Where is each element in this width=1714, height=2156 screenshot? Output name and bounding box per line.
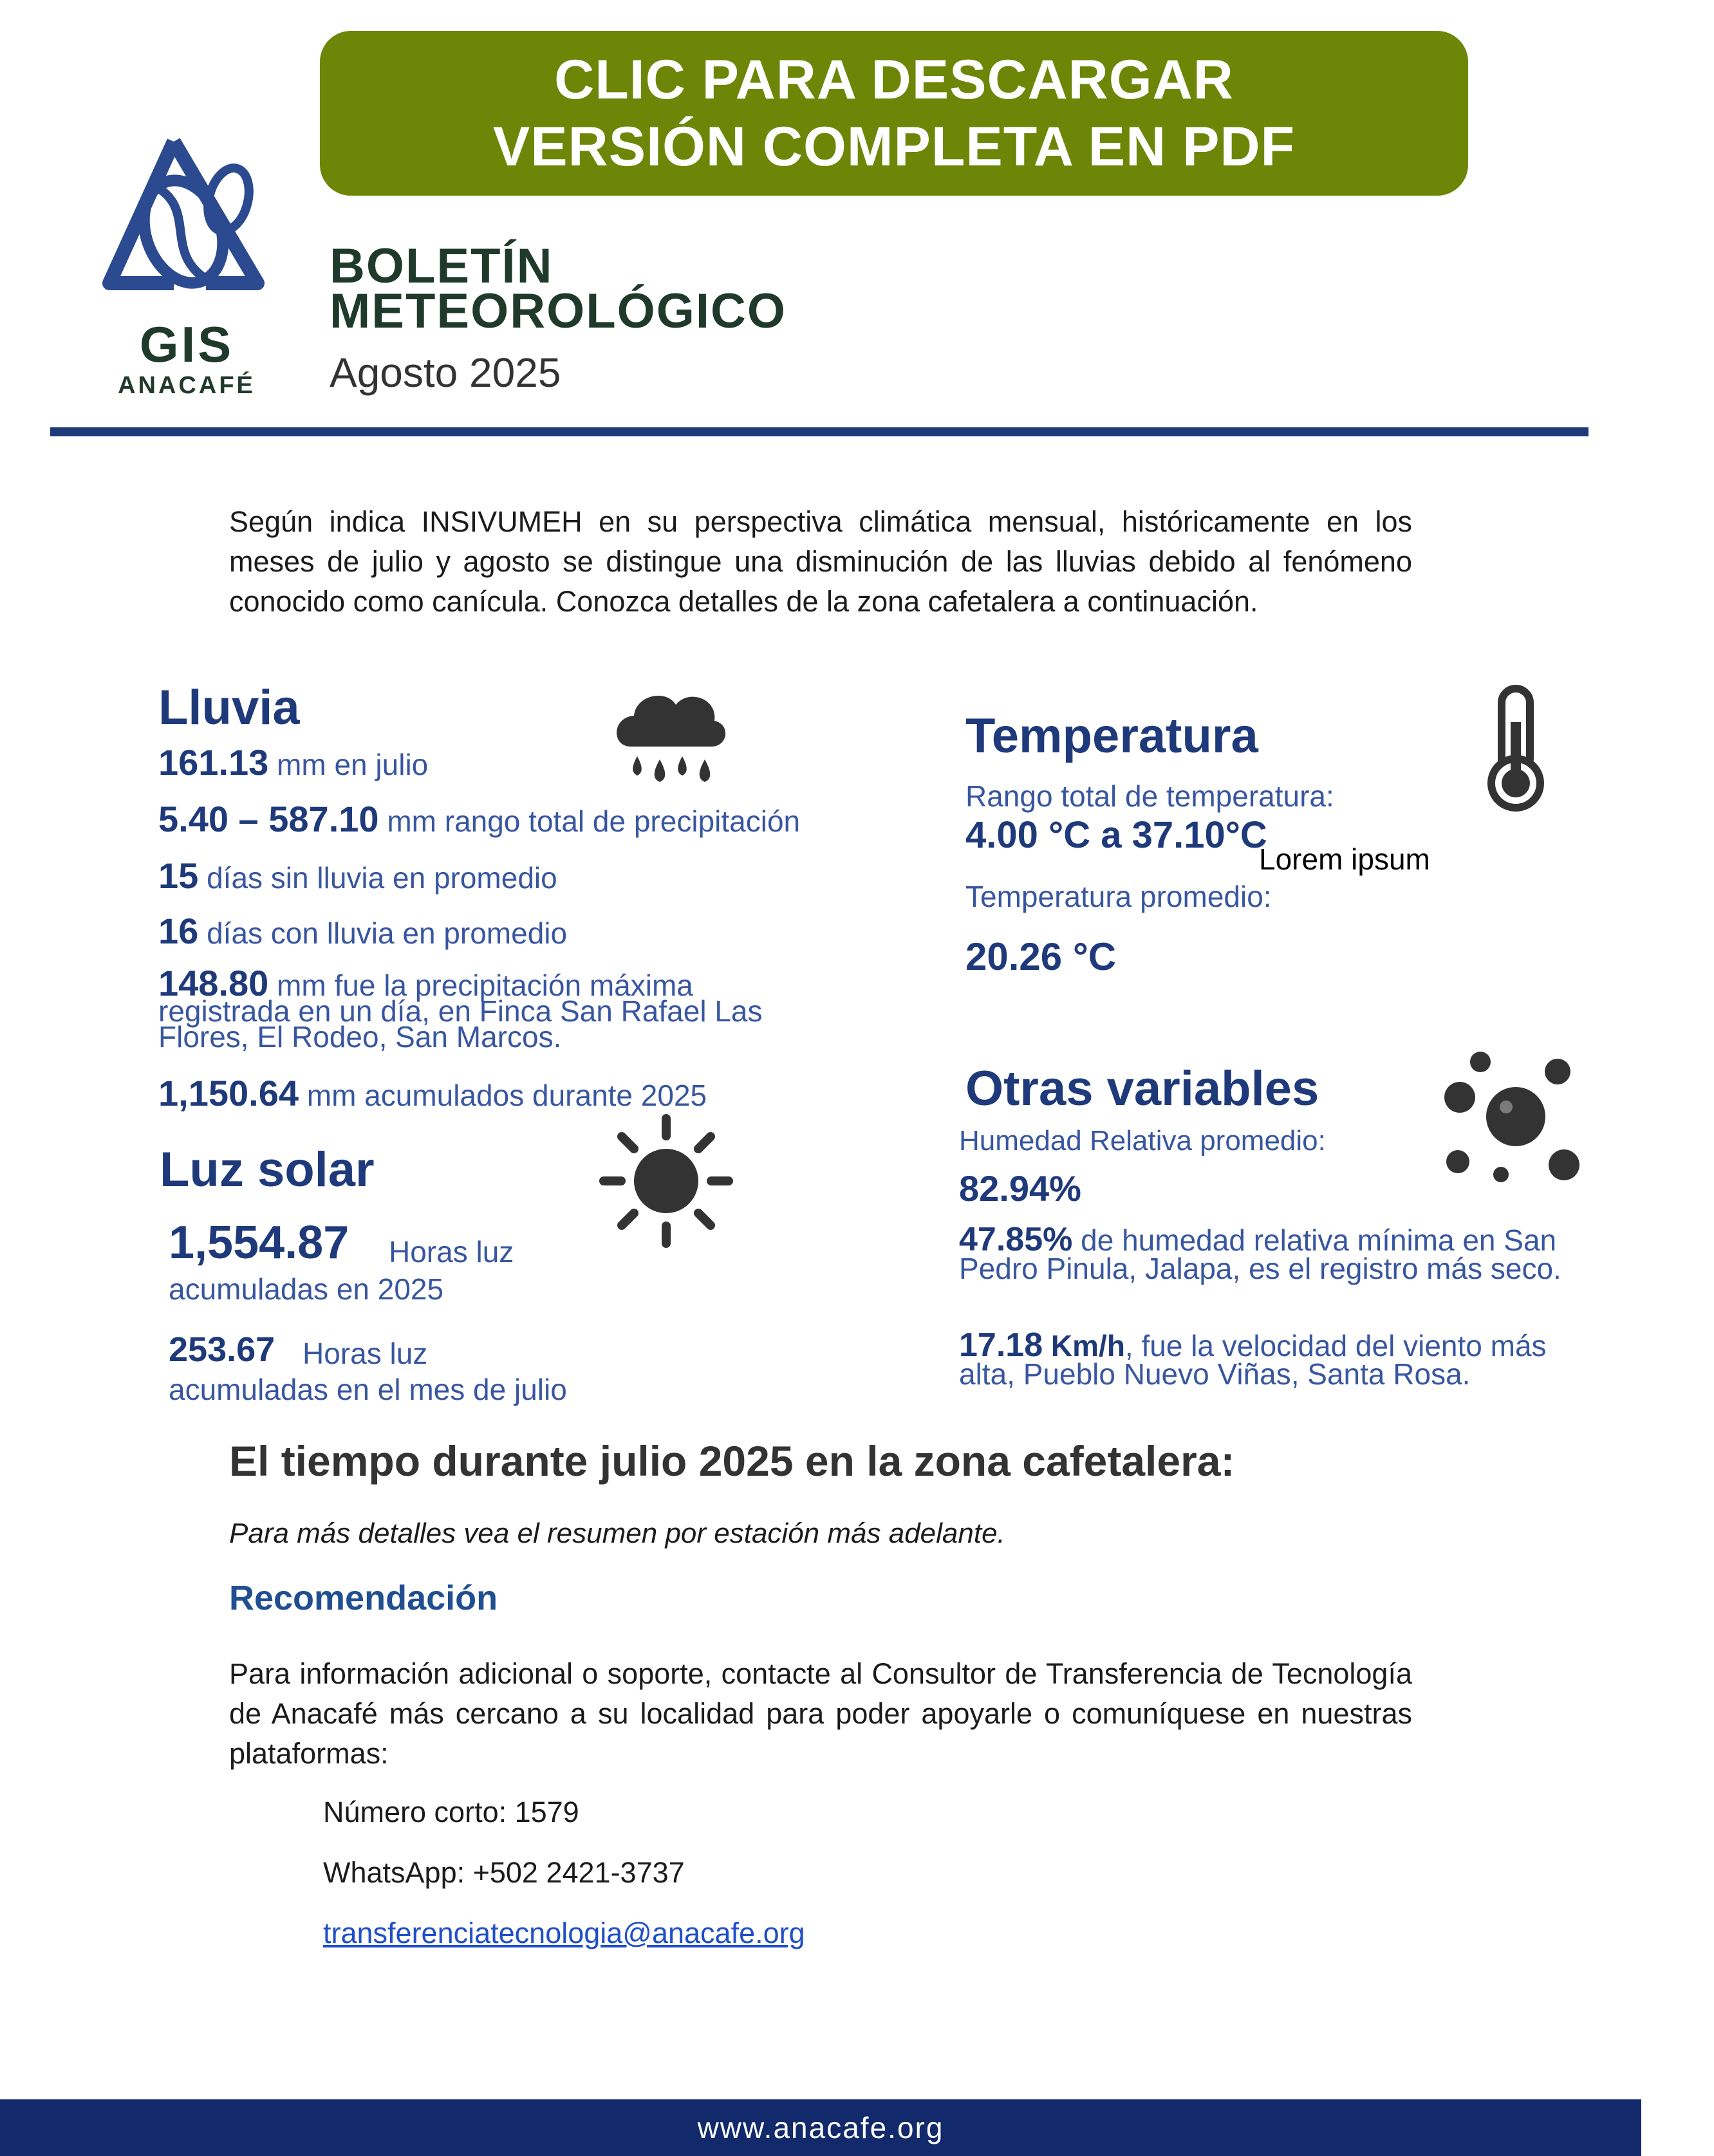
recommendation-body: Para información adicional o soporte, contacte al Consultor de Transferencia de Tecnología de Anacafé más cercano a su localidad para poder apoyarle o comuníquese en nuestras plataformas: — [229, 1657, 1412, 1770]
coffee-bean-triangle-logo-icon — [97, 129, 277, 309]
contact-whatsapp: WhatsApp: +502 2421-3737 — [323, 1856, 685, 1889]
bulletin-title-line-1: BOLETÍN — [330, 239, 554, 293]
thermometer-icon — [1480, 683, 1551, 812]
bulletin-title-line-2: METEOROLÓGICO — [330, 284, 787, 339]
lluvia-stat: 5.40 – 587.10 mm rango total de precipitación — [158, 799, 801, 839]
temperatura-avg-value: 20.26 °C — [965, 935, 1117, 978]
luz-solar-july-unit: Horas luz — [303, 1337, 428, 1370]
banner-line-1: CLIC PARA DESCARGAR — [554, 49, 1234, 111]
placeholder-text: Lorem ipsum — [1259, 842, 1430, 876]
gis-anacafe-logo — [97, 129, 277, 399]
bubbles-icon — [1442, 1043, 1583, 1191]
humedad-value: 82.94% — [959, 1168, 1081, 1209]
humedad-min-stat: 47.85% de humedad relativa mínima en San Pedro Pinula, Jalapa, es el registro más seco. — [959, 1221, 1561, 1285]
lluvia-heading: Lluvia — [158, 680, 300, 735]
footer-website-link[interactable]: www.anacafe.org — [697, 2111, 944, 2144]
lluvia-stat: 16 días con lluvia en promedio — [158, 911, 568, 951]
luz-solar-total-text: acumuladas en 2025 — [169, 1272, 444, 1306]
otras-variables-heading: Otras variables — [965, 1061, 1319, 1116]
luz-solar-heading: Luz solar — [160, 1142, 375, 1197]
temperatura-range-value: 4.00 °C a 37.10°C — [965, 814, 1267, 856]
lluvia-stat: 148.80 mm fue la precipitación máxima registrada en un día, en Finca San Rafael Las Flores, El Rodeo, San Marcos. — [158, 963, 763, 1054]
lluvia-stat: 1,150.64 mm acumulados durante 2025 — [158, 1073, 707, 1113]
temperatura-heading: Temperatura — [965, 709, 1258, 763]
banner-line-2: VERSIÓN COMPLETA EN PDF — [492, 116, 1296, 178]
recommendation-heading: Recomendación — [229, 1579, 498, 1617]
luz-solar-july-text: acumuladas en el mes de julio — [169, 1373, 567, 1406]
weather-summary-subtitle: Para más detalles vea el resumen por estación más adelante. — [229, 1518, 1005, 1549]
contact-email-link[interactable]: transferenciatecnologia@anacafe.org — [323, 1917, 805, 1949]
intro-paragraph: Según indica INSIVUMEH en su perspectiva climática mensual, históricamente en los meses de julio y agosto se distingue una disminución de las lluvias debido al fenómeno conocido como canícula. Conozca detalles de la zona cafetalera a continuación. — [229, 505, 1412, 618]
humedad-label: Humedad Relativa promedio: — [959, 1125, 1326, 1157]
weather-summary-heading: El tiempo durante julio 2025 en la zona cafetalera: — [229, 1437, 1235, 1485]
contact-short-number: Número corto: 1579 — [323, 1796, 579, 1828]
footer-bar — [0, 2099, 1641, 2156]
luz-solar-total-unit: Horas luz — [389, 1235, 514, 1269]
wind-stat: 17.18 Km/h, fue la velocidad del viento más alta, Pueblo Nuevo Viñas, Santa Rosa. — [959, 1326, 1547, 1391]
lluvia-stat: 161.13 mm en julio — [158, 742, 429, 783]
download-pdf-banner[interactable] — [320, 31, 1468, 196]
temperatura-avg-label: Temperatura promedio: — [965, 880, 1272, 913]
temperatura-range-label: Rango total de temperatura: — [965, 779, 1334, 813]
logo-anacafe-text: ANACAFÉ — [118, 372, 256, 399]
header-divider — [50, 427, 1588, 436]
luz-solar-july-value: 253.67 — [169, 1330, 275, 1369]
logo-gis-text: GIS — [139, 316, 234, 373]
lluvia-stat: 15 días sin lluvia en promedio — [158, 855, 557, 896]
luz-solar-total-value: 1,554.87 — [169, 1217, 349, 1269]
sun-icon — [599, 1113, 734, 1249]
rain-cloud-icon — [605, 676, 734, 792]
bulletin-date: Agosto 2025 — [330, 349, 561, 396]
